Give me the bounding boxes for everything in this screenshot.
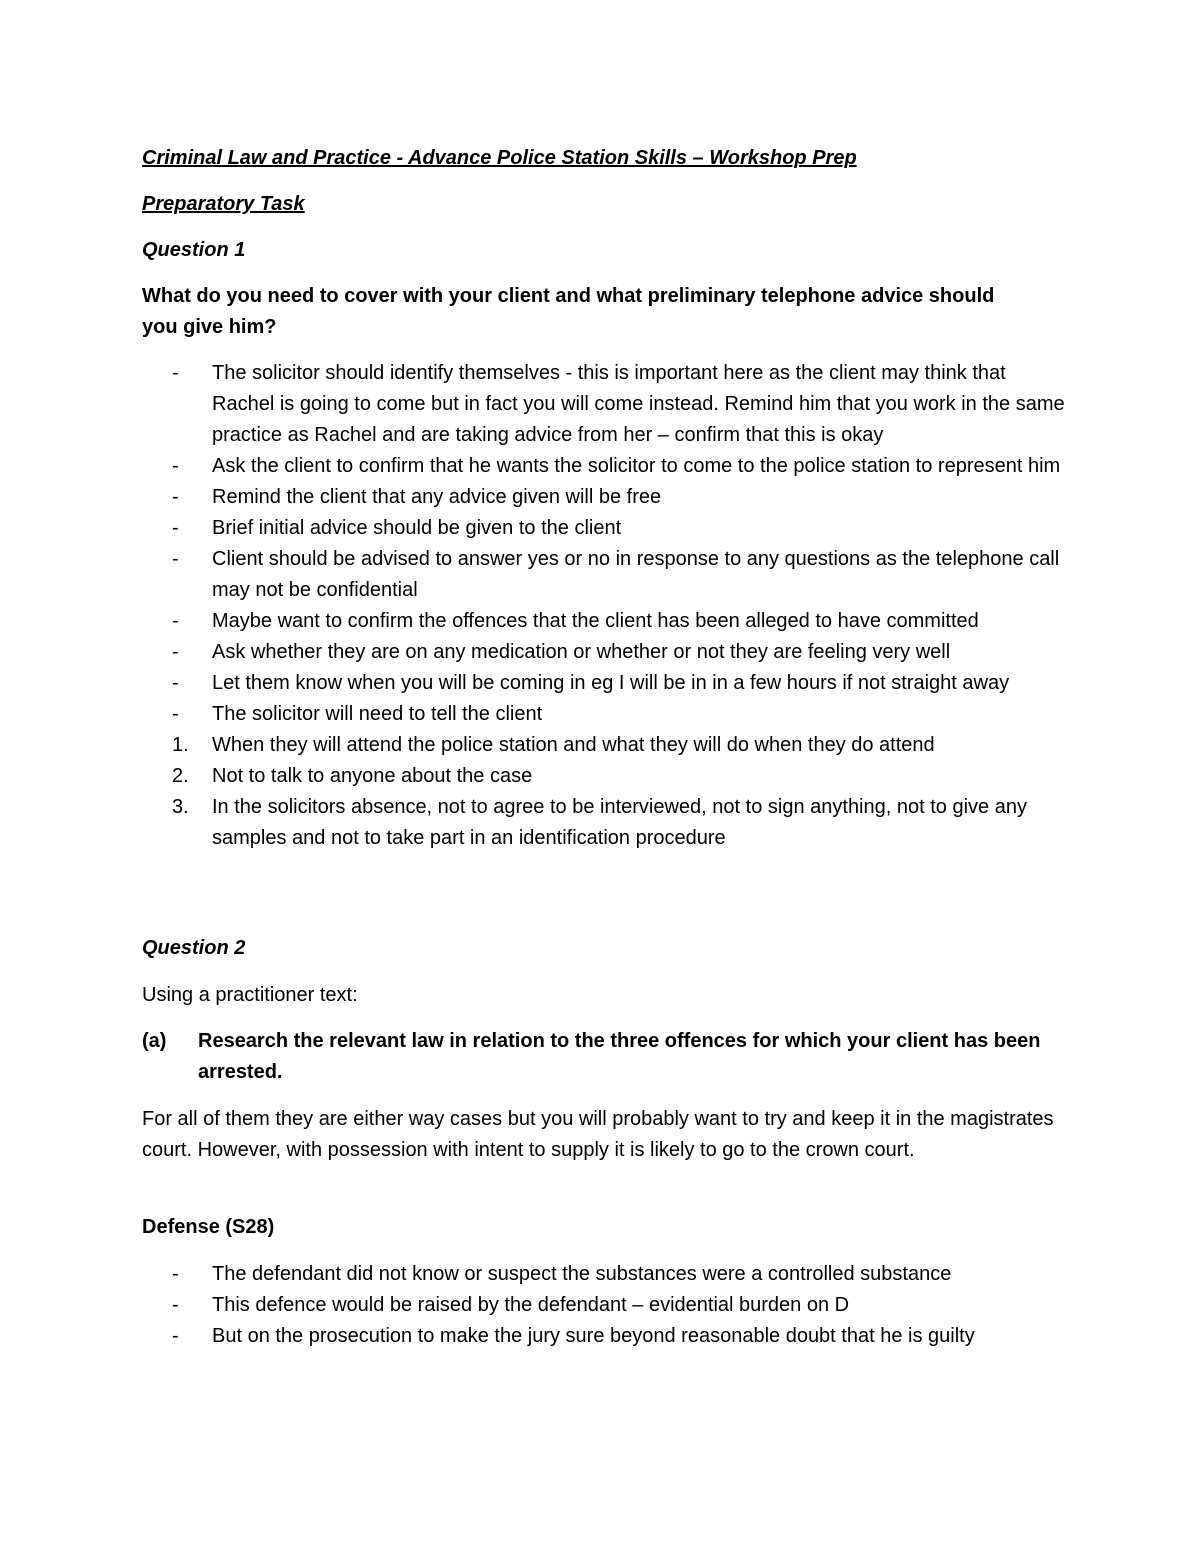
question-1-prompt-line-1: What do you need to cover with your client and what preliminary telephone advice should <box>142 285 995 307</box>
document-title: Criminal Law and Practice - Advance Police Station Skills – Workshop Prep <box>142 147 857 169</box>
bullet-marker: - <box>172 703 179 725</box>
list-item-text: This defence would be raised by the defendant – evidential burden on D <box>212 1294 850 1316</box>
list-item <box>172 358 1072 451</box>
bullet-marker: - <box>172 1294 179 1316</box>
defense-heading: Defense (S28) <box>142 1216 275 1238</box>
number-marker: 2. <box>172 765 189 787</box>
sub-question-text: Research the relevant law in relation to the three offences for which your client has been arrested. <box>198 1030 1041 1083</box>
list-item-text: The solicitor should identify themselves - this is important here as the client may think that Rachel is going to come but in fact you will come instead. Remind him that you work in the same practice as Rachel and are taking advice from her – confirm that this is okay <box>212 362 1065 446</box>
number-marker: 1. <box>172 734 189 756</box>
list-item-text: Ask whether they are on any medication or whether or not they are feeling very well <box>212 641 951 663</box>
question-1-heading: Question 1 <box>142 239 246 261</box>
question-2-intro: Using a practitioner text: <box>142 984 358 1006</box>
sub-question-label: (a) <box>142 1030 167 1052</box>
bullet-marker: - <box>172 1325 179 1347</box>
numbered-item-text: Not to talk to anyone about the case <box>212 765 533 787</box>
numbered-item <box>172 761 1072 792</box>
numbered-item-text: When they will attend the police station and what they will do when they do attend <box>212 734 935 756</box>
question-2-sub-question <box>142 1026 1062 1088</box>
list-item <box>172 1259 1072 1290</box>
defense-bullet-list <box>172 1259 1072 1352</box>
number-marker: 3. <box>172 796 189 818</box>
bullet-marker: - <box>172 610 179 632</box>
list-item-text: Brief initial advice should be given to the client <box>212 517 622 539</box>
bullet-marker: - <box>172 486 179 508</box>
bullet-marker: - <box>172 641 179 663</box>
list-item-text: The solicitor will need to tell the client <box>212 703 543 725</box>
list-item <box>172 482 1072 513</box>
list-item <box>172 513 1072 544</box>
list-item <box>172 637 1072 668</box>
numbered-item-text: In the solicitors absence, not to agree to be interviewed, not to sign anything, not to give any samples and not to take part in an identification procedure <box>212 796 1027 849</box>
list-item-text: The defendant did not know or suspect the substances were a controlled substance <box>212 1263 952 1285</box>
list-item-text: Remind the client that any advice given will be free <box>212 486 662 508</box>
list-item <box>172 451 1072 482</box>
bullet-marker: - <box>172 517 179 539</box>
list-item <box>172 668 1072 699</box>
list-item <box>172 606 1072 637</box>
list-item <box>172 544 1072 606</box>
question-1-bullet-list <box>172 358 1072 854</box>
list-item-text: Let them know when you will be coming in eg I will be in in a few hours if not straight away <box>212 672 1010 694</box>
list-item <box>172 1321 1072 1352</box>
bullet-marker: - <box>172 548 179 570</box>
list-item <box>172 1290 1072 1321</box>
list-item-text: But on the prosecution to make the jury sure beyond reasonable doubt that he is guilty <box>212 1325 975 1347</box>
list-item-text: Client should be advised to answer yes or no in response to any questions as the telephone call may not be confidential <box>212 548 1060 601</box>
list-item <box>172 699 1072 730</box>
bullet-marker: - <box>172 1263 179 1285</box>
question-2-paragraph: For all of them they are either way cases but you will probably want to try and keep it in the magistrates court. However, with possession with intent to supply it is likely to go to the crown court. <box>142 1108 1054 1161</box>
bullet-marker: - <box>172 455 179 477</box>
question-1-prompt-line-2: you give him? <box>142 316 277 338</box>
list-item-text: Ask the client to confirm that he wants the solicitor to come to the police station to represent him <box>212 455 1061 477</box>
bullet-marker: - <box>172 362 179 384</box>
question-2-heading: Question 2 <box>142 937 246 959</box>
document-subtitle: Preparatory Task <box>142 193 305 215</box>
numbered-item <box>172 792 1072 854</box>
numbered-item <box>172 730 1072 761</box>
list-item-text: Maybe want to confirm the offences that the client has been alleged to have committed <box>212 610 979 632</box>
bullet-marker: - <box>172 672 179 694</box>
